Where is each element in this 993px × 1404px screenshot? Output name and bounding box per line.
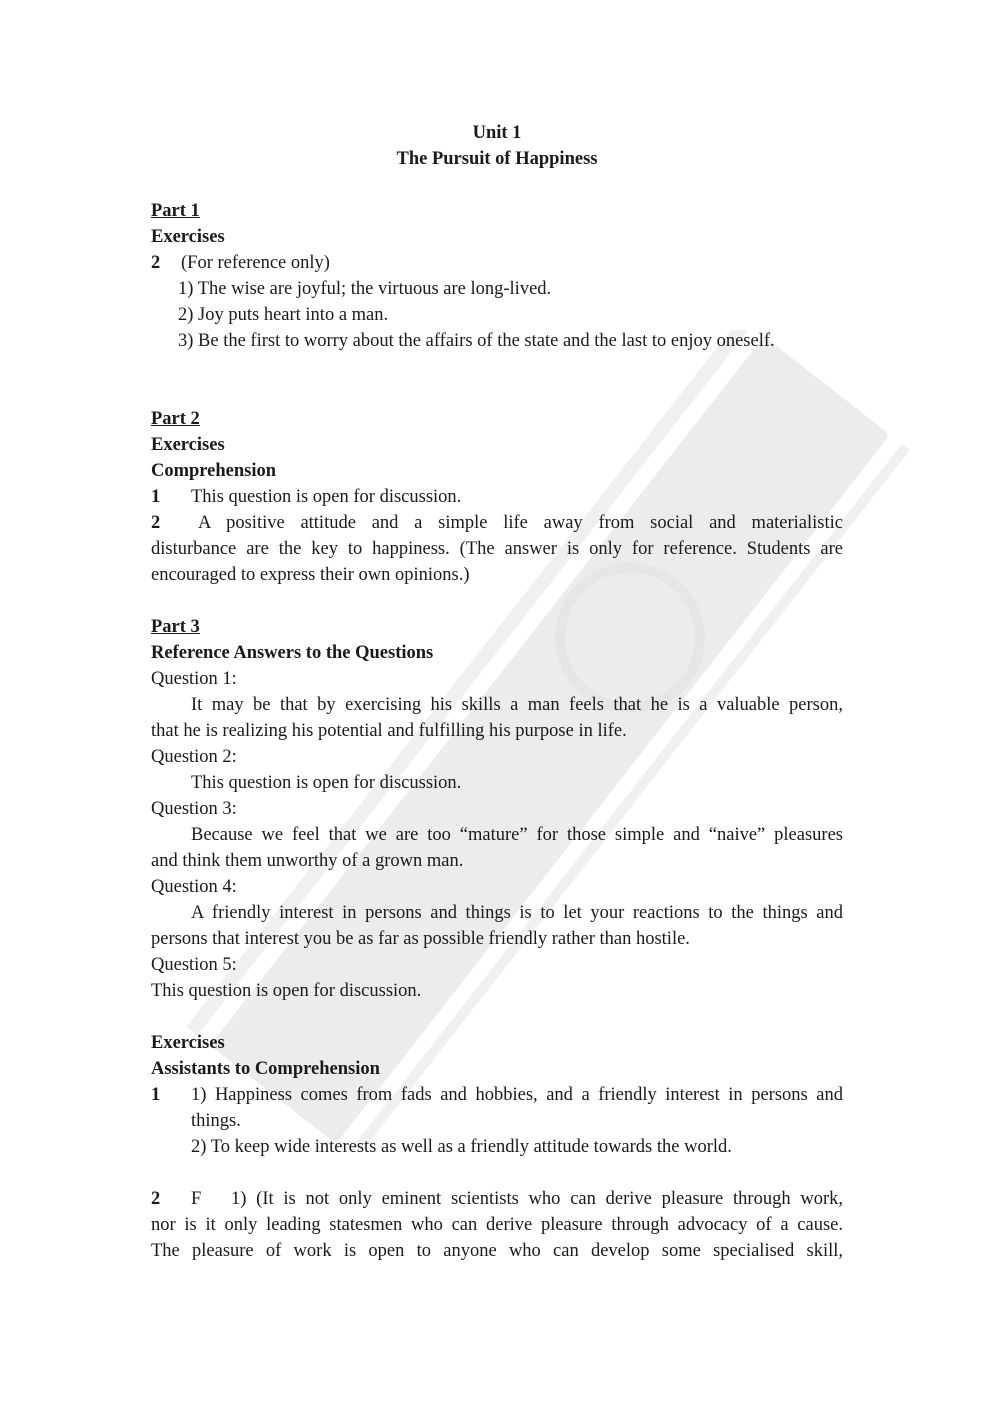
part2-q2-line3: encouraged to express their own opinions.) [151,565,470,585]
question-2-line1: This question is open for discussion. [191,773,462,793]
item-number: 2 [151,253,161,273]
answer-text: 1) (It is not only eminent scientists who can derive pleasure through work, [231,1189,843,1209]
answer-text: 1) Happiness comes from fads and hobbies, and a friendly interest in persons and [191,1085,843,1105]
part1-heading: Part 1 [151,201,200,221]
question-3-line1: Because we feel that we are too “mature” for those simple and “naive” pleasures [191,825,843,845]
assistants-heading: Assistants to Comprehension [151,1059,380,1079]
item-number: 1 [151,1085,161,1105]
part2-exercises: Exercises [151,435,225,455]
part3-heading: Part 3 [151,617,200,637]
assist-item-1-line3: 2) To keep wide interests as well as a friendly attitude towards the world. [191,1137,732,1157]
question-5-label: Question 5: [151,955,237,975]
true-false-flag: F [191,1189,202,1209]
assist-item-1-line1 [151,1082,843,1108]
part2-q2-line2: disturbance are the key to happiness. (The answer is only for reference. Students are [151,539,843,559]
question-1-line2: that he is realizing his potential and fulfilling his purpose in life. [151,721,627,741]
question-1-label: Question 1: [151,669,237,689]
question-3-label: Question 3: [151,799,237,819]
question-1-line1: It may be that by exercising his skills a man feels that he is a valuable person, [191,695,843,715]
assist-item-2-line1 [151,1186,843,1212]
part2-heading: Part 2 [151,409,200,429]
part1-exercises: Exercises [151,227,225,247]
unit-title: The Pursuit of Happiness [396,149,598,169]
question-4-line2: persons that interest you be as far as possible friendly rather than hostile. [151,929,690,949]
question-3-line2: and think them unworthy of a grown man. [151,851,464,871]
item-number: 2 [151,1189,161,1209]
answer-text: A positive attitude and a simple life away from social and materialistic [198,513,843,533]
part1-line-3: 3) Be the first to worry about the affairs of the state and the last to enjoy oneself. [178,331,775,351]
document-page [151,120,843,1264]
question-5-line1: This question is open for discussion. [151,981,422,1001]
assist-item-1-line2: things. [191,1111,241,1131]
assist-item-2-line3: The pleasure of work is open to anyone who can develop some specialised skill, [151,1241,843,1261]
part2-q1 [151,484,843,510]
part1-line-2: 2) Joy puts heart into a man. [178,305,389,325]
item-number: 1 [151,487,161,507]
question-2-label: Question 2: [151,747,237,767]
unit-heading: Unit 1 [472,123,522,143]
part2-q2-line1 [151,510,843,536]
question-4-label: Question 4: [151,877,237,897]
exercises-heading: Exercises [151,1033,225,1053]
part3-ref-heading: Reference Answers to the Questions [151,643,434,663]
reference-note: (For reference only) [181,253,330,273]
item-number: 2 [151,513,161,533]
assist-item-2-line2: nor is it only leading statesmen who can derive pleasure through advocacy of a cause. [151,1215,843,1235]
answer-text: This question is open for discussion. [191,487,462,507]
part1-item-2 [151,250,843,276]
question-4-line1: A friendly interest in persons and things is to let your reactions to the things and [191,903,843,923]
part1-line-1: 1) The wise are joyful; the virtuous are long-lived. [178,279,552,299]
part2-comprehension: Comprehension [151,461,277,481]
